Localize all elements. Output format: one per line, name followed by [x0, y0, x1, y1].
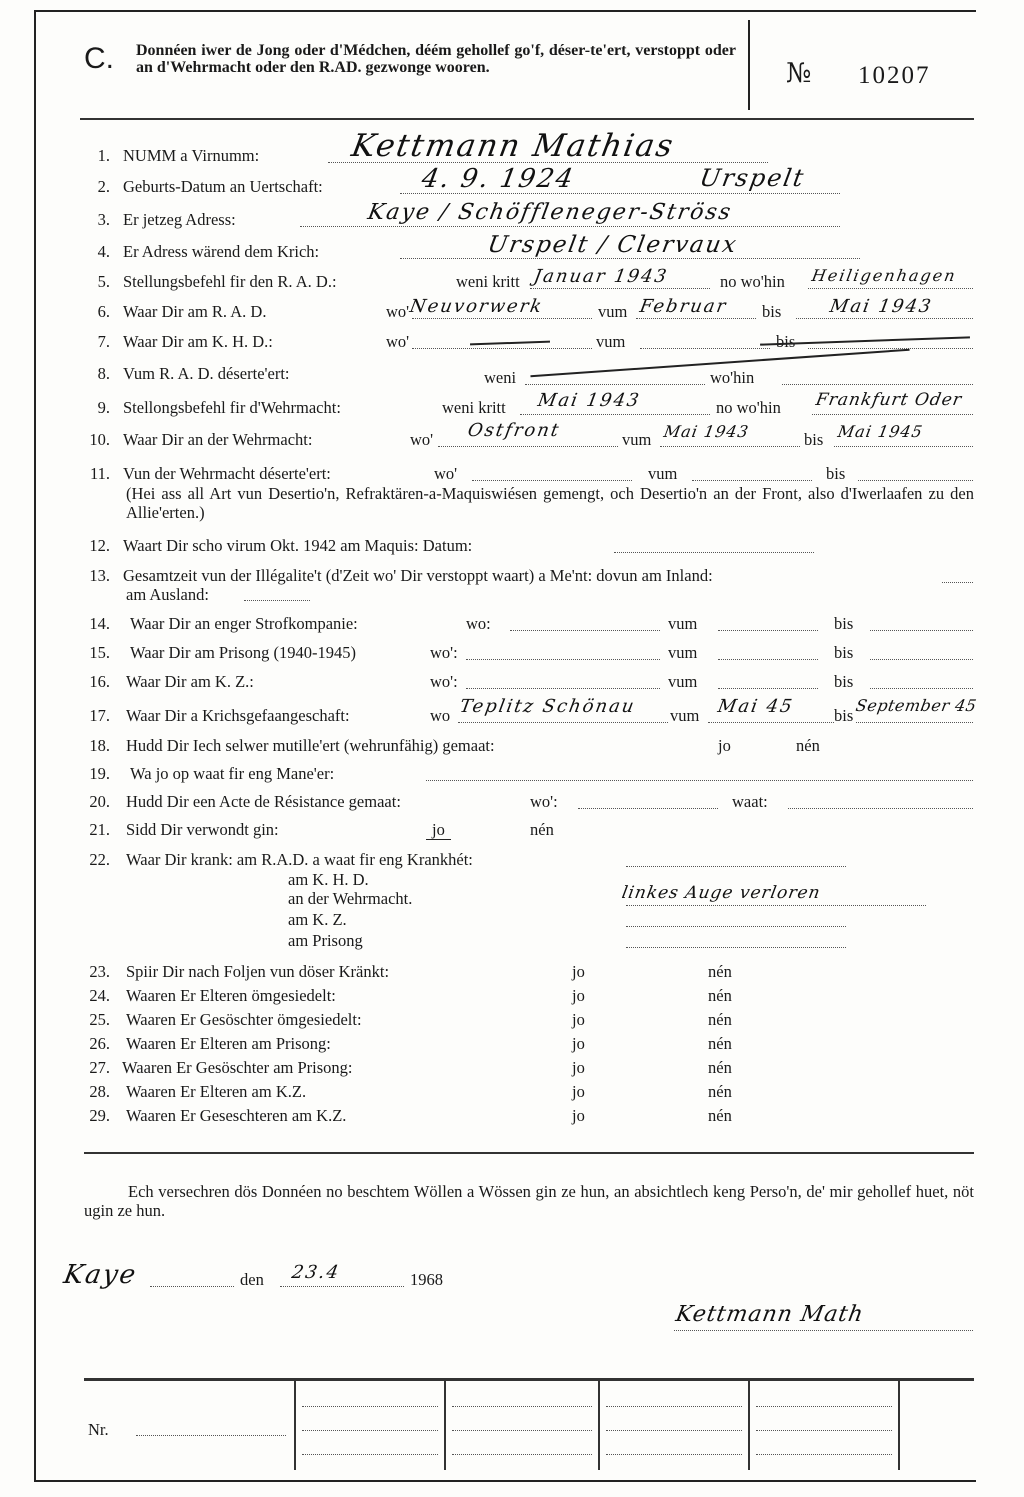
answer-line [782, 384, 973, 385]
answer-line [300, 226, 840, 227]
answer-line [626, 947, 846, 948]
row-number: 23. [89, 962, 110, 981]
row-number: 19. [89, 764, 110, 783]
answer-line [626, 926, 846, 927]
desertion-note: (Hei ass all Art vun Desertio'n, Refraktären-a-Maquiswiésen gemengt, och Desertio'n an der Front, also d'Iwerlaafen zu den Allie'erten.) [126, 484, 974, 522]
answer-wehrmacht-from: Mai 1943 [662, 422, 751, 441]
row-label-parents-resettled: Waaren Er Elteren ömgesiedelt: [126, 986, 336, 1005]
row-label-illness: Waar Dir krank: am R.A.D. a waat fir eng Krankhét: [126, 850, 473, 869]
signature-year: 1968 [410, 1270, 443, 1289]
answer-war-address: Urspelt / Clervaux [485, 232, 740, 258]
option-jo: jo [572, 1082, 585, 1101]
answer-line [640, 348, 770, 349]
option-jo: jo [572, 1034, 585, 1053]
row-number: 18. [89, 736, 110, 755]
row-label-war-address: Er Adress wärend dem Krich: [123, 242, 320, 261]
label-bis: bis [834, 643, 854, 662]
signature-date: 23.4 [290, 1262, 342, 1283]
answer-line [834, 446, 973, 447]
label-den: den [240, 1270, 264, 1289]
label-wo: wo: [466, 614, 491, 633]
option-nen: nén [708, 1010, 732, 1029]
row-number: 27. [89, 1058, 110, 1077]
option-jo: jo [718, 736, 731, 755]
row-label-consequences: Spiir Dir nach Foljen vun döser Kränkt: [126, 962, 390, 981]
label-wo: wo': [530, 792, 558, 811]
signature-line [674, 1330, 973, 1331]
answer-line [302, 1454, 438, 1455]
row-label-maquis: Waart Dir scho virum Okt. 1942 am Maquis: Datum: [123, 536, 473, 555]
row-number: 3. [97, 210, 110, 229]
answer-line [472, 480, 632, 481]
row-number: 13. [89, 566, 110, 585]
answer-line [578, 808, 718, 809]
answer-line [438, 446, 618, 447]
answer-line [466, 659, 660, 660]
answer-line [718, 659, 818, 660]
label-vum: vum [668, 672, 698, 691]
row-number: 28. [89, 1082, 110, 1101]
signature: Kettmann Math [673, 1302, 866, 1327]
number-sign: № [786, 58, 812, 89]
row-number: 9. [97, 398, 110, 417]
label-bis: bis [776, 332, 796, 351]
option-jo: jo [572, 986, 585, 1005]
row-number: 14. [89, 614, 110, 633]
answer-line [426, 780, 973, 781]
form-title: Donnéen iwer de Jong oder d'Médchen, déém gehollef go'f, déser-te'ert, verstoppt oder an d'Wehrmacht oder den R.AD. gezwonge wooren. [136, 42, 736, 76]
label-vum: vum [596, 332, 626, 351]
answer-wehrmacht-order-place: Frankfurt Oder [814, 390, 964, 410]
option-nen: nén [708, 962, 732, 981]
row-number: 1. [97, 146, 110, 165]
row-number: 6. [97, 302, 110, 321]
option-nen: nén [708, 1034, 732, 1053]
label-bis: bis [804, 430, 824, 449]
label-sub-wehrmacht: an der Wehrmacht. [288, 889, 413, 908]
row-label-prison: Waar Dir am Prisong (1940-1945) [130, 643, 356, 662]
answer-line [856, 722, 973, 723]
option-jo: jo [426, 820, 451, 840]
footer-divider [294, 1380, 296, 1470]
answer-line [626, 905, 926, 906]
label-bis: bis [834, 706, 854, 725]
row-number: 4. [97, 242, 110, 261]
label-no-wohin: no wo'hin [716, 398, 781, 417]
answer-wehrmacht-order-date: Mai 1943 [536, 390, 643, 411]
row-number: 2. [97, 177, 110, 196]
answer-line [525, 384, 705, 385]
answer-line [466, 688, 660, 689]
answer-line [756, 1406, 892, 1407]
label-vum: vum [670, 706, 700, 725]
row-number: 7. [97, 332, 110, 351]
section-letter: C. [84, 42, 114, 75]
answer-line [244, 600, 310, 601]
answer-line [788, 808, 973, 809]
header-rule [80, 118, 974, 120]
option-jo: jo [572, 1010, 585, 1029]
option-jo-marked [426, 820, 451, 840]
answer-line [280, 1286, 404, 1287]
row-label-wehrmacht: Waar Dir an der Wehrmacht: [123, 430, 313, 449]
row-number: 29. [89, 1106, 110, 1125]
row-label-rad-desert: Vum R. A. D. déserte'ert: [123, 364, 290, 383]
answer-rad-until: Mai 1943 [828, 296, 935, 317]
label-weni: weni [484, 368, 517, 387]
answer-line [808, 288, 973, 289]
answer-line [708, 722, 834, 723]
option-nen: nén [708, 1106, 732, 1125]
footer-divider [598, 1380, 600, 1470]
row-label-birth: Geburts-Datum an Uertschaft: [123, 177, 323, 196]
row-number: 24. [89, 986, 110, 1005]
label-vum: vum [598, 302, 628, 321]
answer-rad-order-place: Heiligenhagen [810, 266, 959, 285]
answer-line [614, 552, 814, 553]
label-no-wohin: no wo'hin [720, 272, 785, 291]
row-label-wehrmacht-desert: Vun der Wehrmacht déserte'ert: [123, 464, 331, 483]
option-jo: jo [572, 962, 585, 981]
answer-line [796, 318, 973, 319]
row-label-siblings-resettled: Waaren Er Gesöschter ömgesiedelt: [126, 1010, 362, 1029]
answer-address: Kaye / Schöffleneger-Ströss [365, 200, 735, 225]
answer-rad-from: Februar [638, 296, 730, 317]
answer-line [718, 630, 818, 631]
label-sub-kz: am K. Z. [288, 910, 347, 929]
row-label-penal-company: Waar Dir an enger Strofkompanie: [130, 614, 358, 633]
answer-line [150, 1286, 234, 1287]
label-waat: waat: [732, 792, 768, 811]
label-wo: wo' [386, 332, 410, 351]
answer-illness-wehrmacht: linkes Auge verloren [620, 883, 823, 903]
answer-line [452, 1406, 592, 1407]
label-wohin: wo'hin [710, 368, 755, 387]
label-sub-prisong: am Prisong [288, 931, 363, 950]
option-nen: nén [708, 986, 732, 1005]
label-bis: bis [826, 464, 846, 483]
label-vum: vum [622, 430, 652, 449]
answer-birth-place: Urspelt [697, 164, 808, 192]
row-label-wounded: Sidd Dir verwondt gin: [126, 820, 279, 839]
answer-birth-date: 4. 9. 1924 [419, 164, 577, 194]
row-number: 20. [89, 792, 110, 811]
label-sub-khd: am K. H. D. [288, 870, 369, 889]
answer-pow-place: Teplitz Schönau [458, 696, 638, 717]
label-wo: wo [430, 706, 451, 725]
row-label-siblings-kz: Waaren Er Geseschteren am K.Z. [126, 1106, 347, 1125]
label-vum: vum [648, 464, 678, 483]
row-number: 17. [89, 706, 110, 725]
row-label-siblings-prison: Waaren Er Gesöschter am Prisong: [122, 1058, 353, 1077]
answer-line [530, 288, 710, 289]
answer-line [452, 1454, 592, 1455]
row-label-wehrmacht-order: Stellongsbefehl fir d'Wehrmacht: [123, 398, 341, 417]
answer-line [812, 414, 973, 415]
row-label-resistance: Hudd Dir een Acte de Résistance gemaat: [126, 792, 401, 811]
declaration-text: Ech versechren dös Donnéen no beschtem Wöllen a Wössen gin ze hun, an absichtlech keng Perso'n, de' mir gehollef huet, nöt ugin ze hun. [84, 1182, 974, 1220]
label-vum: vum [668, 614, 698, 633]
answer-rad-place: Neuvorwerk [408, 296, 546, 317]
answer-line [808, 348, 973, 349]
answer-line [302, 1430, 438, 1431]
answer-line [858, 480, 973, 481]
row-number: 8. [97, 364, 110, 383]
label-am-ausland: am Ausland: [126, 585, 209, 604]
footer-divider [898, 1380, 900, 1470]
row-number: 5. [97, 272, 110, 291]
answer-wehrmacht-place: Ostfront [466, 420, 563, 441]
label-wo: wo' [410, 430, 434, 449]
answer-line [136, 1435, 286, 1436]
label-vum: vum [668, 643, 698, 662]
answer-line [606, 1430, 742, 1431]
label-wo: wo' [434, 464, 458, 483]
row-label-manner: Wa jo op waat fir eng Mane'er: [130, 764, 335, 783]
label-bis: bis [834, 672, 854, 691]
row-number: 15. [89, 643, 110, 662]
option-jo: jo [572, 1106, 585, 1125]
row-label-rad: Waar Dir am R. A. D. [123, 302, 267, 321]
option-nen: nén [708, 1058, 732, 1077]
header-divider [748, 20, 750, 110]
answer-line [942, 582, 973, 583]
answer-line [412, 318, 592, 319]
label-nr: Nr. [88, 1420, 109, 1439]
answer-line [756, 1454, 892, 1455]
row-label-rad-order: Stellungsbefehl fir den R. A. D.: [123, 272, 337, 291]
row-number: 25. [89, 1010, 110, 1029]
row-label-illegality: Gesamtzeit vun der Illégalite't (d'Zeit wo' Dir verstoppt waart) a Me'nt: dovun am Inland: [123, 566, 713, 585]
row-label-pow: Waar Dir a Krichsgefaangeschaft: [126, 706, 350, 725]
footer-divider [748, 1380, 750, 1470]
answer-line [870, 630, 973, 631]
answer-line [458, 722, 668, 723]
label-wo: wo': [430, 643, 458, 662]
answer-line [606, 1454, 742, 1455]
answer-line [756, 1430, 892, 1431]
answer-line [606, 1406, 742, 1407]
option-jo: jo [572, 1058, 585, 1077]
row-number: 21. [89, 820, 110, 839]
answer-wehrmacht-until: Mai 1945 [836, 422, 925, 441]
answer-line [520, 414, 710, 415]
label-weni-kritt: weni kritt [456, 272, 520, 291]
row-number: 26. [89, 1034, 110, 1053]
answer-line [626, 866, 846, 867]
answer-line [870, 659, 973, 660]
answer-line [302, 1406, 438, 1407]
form-number: 10207 [858, 62, 931, 89]
label-wo: wo': [430, 672, 458, 691]
answer-line [400, 258, 860, 259]
signature-place: Kaye [61, 1260, 140, 1290]
answer-line [718, 688, 818, 689]
answer-name: Kettmann Mathias [348, 128, 678, 164]
row-label-khd: Waar Dir am K. H. D.: [123, 332, 273, 351]
row-number: 22. [89, 850, 110, 869]
footer-divider [444, 1380, 446, 1470]
section-rule [84, 1152, 974, 1154]
answer-line [636, 318, 756, 319]
answer-pow-from: Mai 45 [716, 696, 796, 717]
option-nen: nén [796, 736, 820, 755]
answer-pow-until: September 45 [854, 696, 979, 715]
answer-rad-order-date: Januar 1943 [532, 266, 670, 287]
label-weni-kritt: weni kritt [442, 398, 506, 417]
row-number: 16. [89, 672, 110, 691]
row-label-self-mutilation: Hudd Dir Iech selwer mutille'ert (wehrunfähig) gemaat: [126, 736, 495, 755]
row-number: 12. [89, 536, 110, 555]
row-label-name: NUMM a Virnumm: [123, 146, 260, 165]
answer-line [412, 348, 592, 349]
answer-line [660, 446, 800, 447]
answer-line [452, 1430, 592, 1431]
label-wo: wo' [386, 302, 410, 321]
footer-rule [84, 1378, 974, 1381]
answer-line [692, 480, 812, 481]
row-label-parents-prison: Waaren Er Elteren am Prisong: [126, 1034, 331, 1053]
option-nen: nén [530, 820, 554, 839]
row-number: 11. [89, 464, 110, 483]
row-number: 10. [89, 430, 110, 449]
row-label-parents-kz: Waaren Er Elteren am K.Z. [126, 1082, 307, 1101]
answer-line [510, 630, 660, 631]
row-label-kz: Waar Dir am K. Z.: [126, 672, 254, 691]
row-label-address: Er jetzeg Adress: [123, 210, 236, 229]
answer-line [870, 688, 973, 689]
label-bis: bis [762, 302, 782, 321]
option-nen: nén [708, 1082, 732, 1101]
label-bis: bis [834, 614, 854, 633]
